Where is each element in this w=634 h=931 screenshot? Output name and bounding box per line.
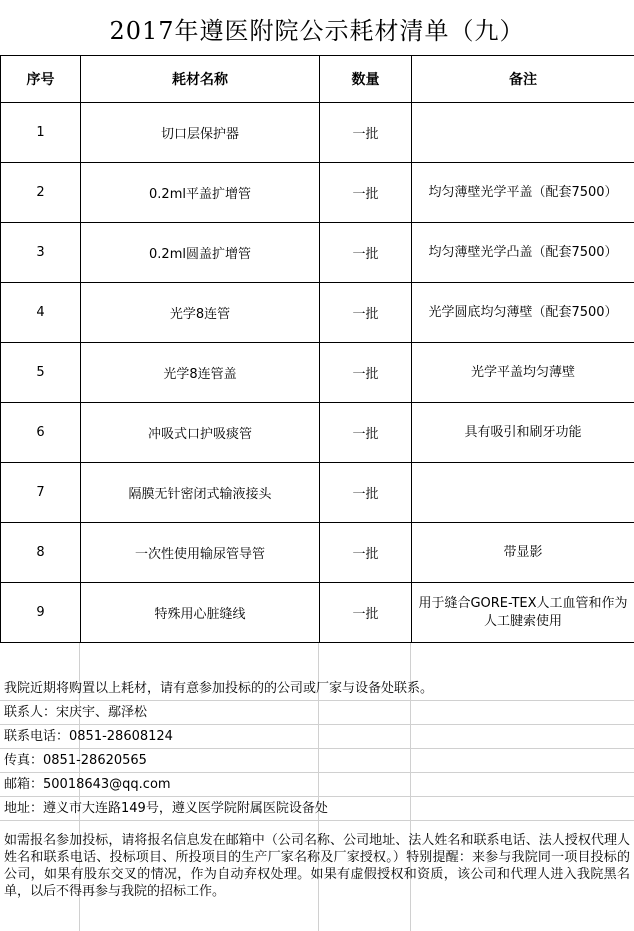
row-qty: 一批 [320, 343, 412, 403]
row-no: 2 [1, 163, 81, 223]
row-name: 光学8连管 [81, 283, 320, 343]
row-name: 光学8连管盖 [81, 343, 320, 403]
fax-line: 传真：0851-28620565 [0, 750, 634, 773]
row-notes: 均匀薄壁光学凸盖（配套7500） [412, 223, 634, 283]
row-notes: 带显影 [412, 523, 634, 583]
row-qty: 一批 [320, 223, 412, 283]
row-notes: 具有吸引和刷牙功能 [412, 403, 634, 463]
row-name: 冲吸式口护吸痰管 [81, 403, 320, 463]
row-qty: 一批 [320, 583, 412, 643]
consumables-table [0, 55, 634, 643]
row-no: 6 [1, 403, 81, 463]
header-no: 序号 [1, 56, 81, 103]
page-title: 2017年遵医附院公示耗材清单（九） [109, 16, 525, 45]
row-no: 5 [1, 343, 81, 403]
table-row [1, 283, 634, 343]
notice-paragraph: 如需报名参加投标，请将报名信息发在邮箱中（公司名称、公司地址、法人姓名和联系电话、法人授权代理人姓名和联系电话、投标项目、所投项目的生产厂家名称及厂家授权。）特别提醒：来参与我院同一项目投标的公司，如果有股东交叉的情况，作为自动弃权处理。如果有虚假授权和资质，该公司和代理人进入我院黑名单，以后不得再参与我院的招标工作。 [4, 833, 630, 899]
row-notes: 光学圆底均匀薄壁（配套7500） [412, 283, 634, 343]
header-notes: 备注 [412, 56, 634, 103]
row-notes: 用于缝合GORE-TEX人工血管和作为人工腱索使用 [412, 583, 634, 643]
row-qty: 一批 [320, 403, 412, 463]
table-row [1, 523, 634, 583]
row-no: 8 [1, 523, 81, 583]
row-qty: 一批 [320, 463, 412, 523]
table-row [1, 103, 634, 163]
row-name: 特殊用心脏缝线 [81, 583, 320, 643]
row-no: 3 [1, 223, 81, 283]
row-qty: 一批 [320, 163, 412, 223]
row-qty: 一批 [320, 103, 412, 163]
row-qty: 一批 [320, 523, 412, 583]
table-row [1, 163, 634, 223]
header-qty: 数量 [320, 56, 412, 103]
row-qty: 一批 [320, 283, 412, 343]
contact-line: 联系人：宋庆宇、鄢泽松 [0, 702, 634, 725]
header-name: 耗材名称 [81, 56, 320, 103]
email-line: 邮箱：50018643@qq.com [0, 774, 634, 797]
row-no: 7 [1, 463, 81, 523]
row-name: 一次性使用输尿管导管 [81, 523, 320, 583]
row-notes [412, 463, 634, 523]
row-name: 隔膜无针密闭式输液接头 [81, 463, 320, 523]
row-notes: 光学平盖均匀薄壁 [412, 343, 634, 403]
address-line: 地址：遵义市大连路149号，遵义医学院附属医院设备处 [0, 798, 634, 821]
table-row [1, 583, 634, 643]
row-no: 1 [1, 103, 81, 163]
table-header-row [1, 56, 634, 103]
table-row [1, 463, 634, 523]
row-no: 9 [1, 583, 81, 643]
phone-line: 联系电话：0851-28608124 [0, 726, 634, 749]
row-notes [412, 103, 634, 163]
row-name: 切口层保护器 [81, 103, 320, 163]
intro-line: 我院近期将购置以上耗材，请有意参加投标的的公司或厂家与设备处联系。 [0, 678, 634, 701]
table-row [1, 403, 634, 463]
table-row [1, 343, 634, 403]
row-name: 0.2ml平盖扩增管 [81, 163, 320, 223]
table-row [1, 223, 634, 283]
row-name: 0.2ml圆盖扩增管 [81, 223, 320, 283]
row-notes: 均匀薄壁光学平盖（配套7500） [412, 163, 634, 223]
row-no: 4 [1, 283, 81, 343]
